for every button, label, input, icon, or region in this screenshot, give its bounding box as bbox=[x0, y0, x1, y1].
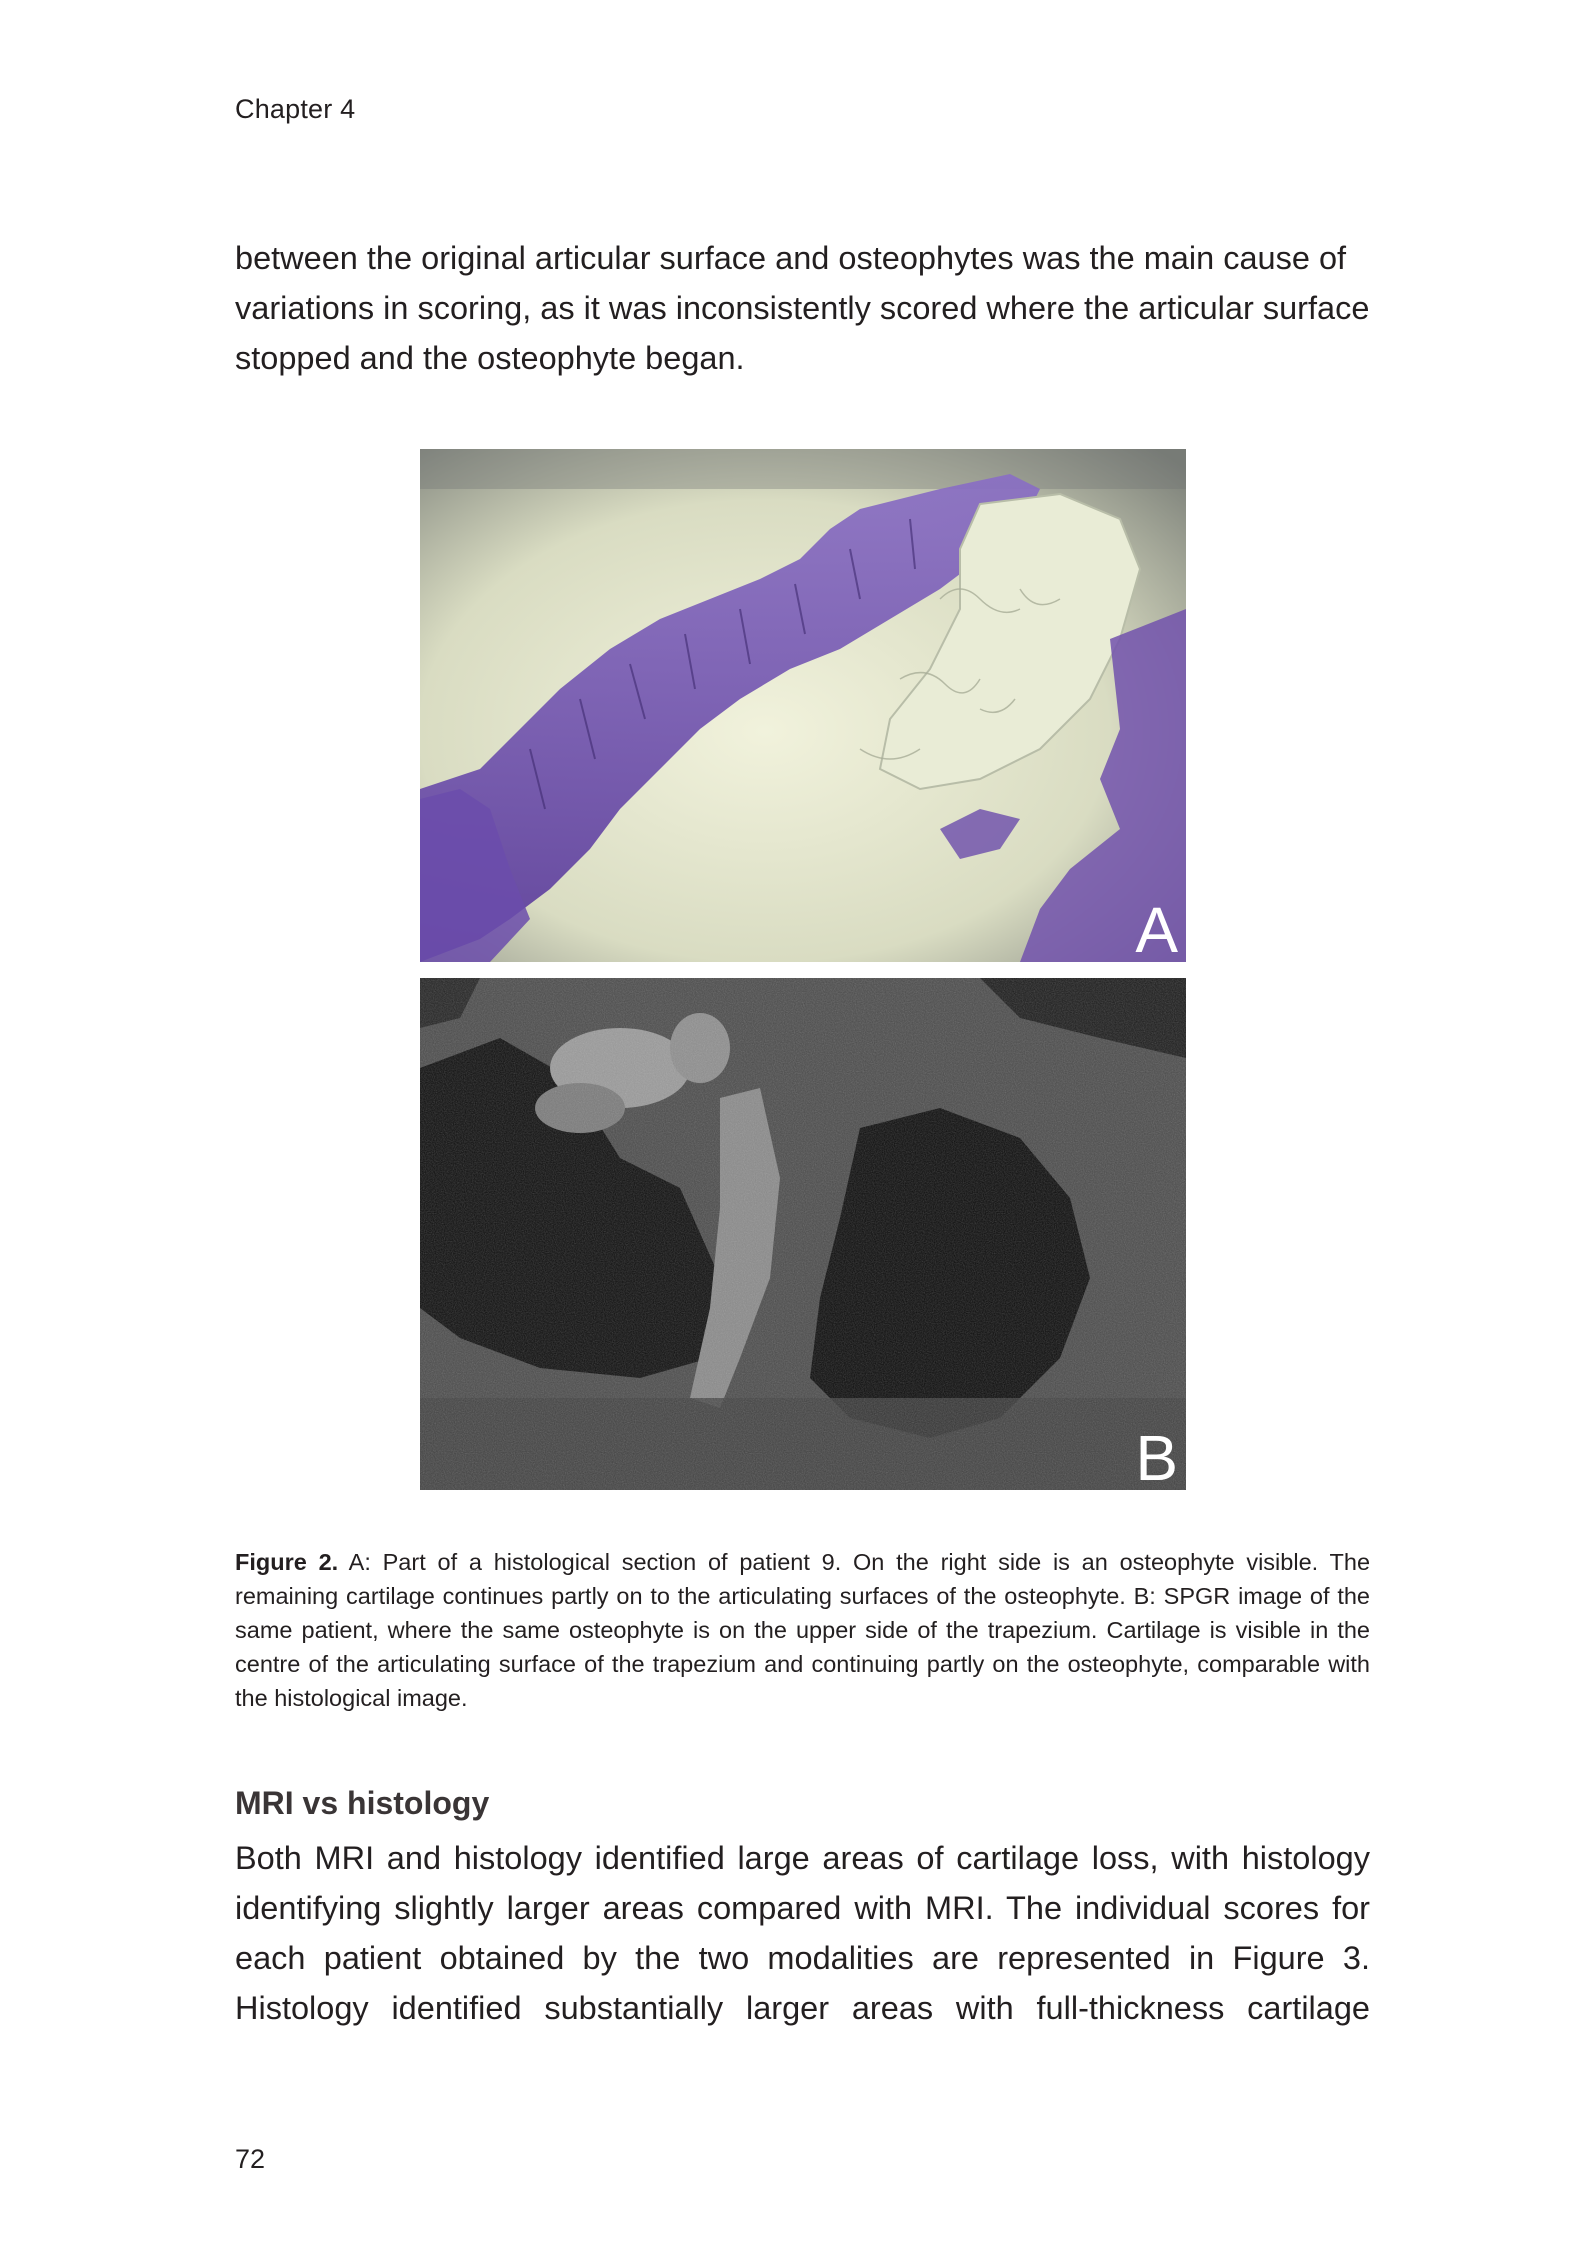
continuation-paragraph: between the original articular surface and osteophytes was the main cause of variations in scoring, as it was inconsistently scored where the articular surface stopped and the osteophyte began. bbox=[235, 240, 1370, 376]
page-number: 72 bbox=[235, 2144, 266, 2174]
running-head: Chapter 4 bbox=[235, 94, 356, 124]
figure-panel-b-mri bbox=[420, 978, 1186, 1490]
figure-caption bbox=[235, 1545, 1370, 1715]
figure-panel-a-histology bbox=[420, 449, 1186, 962]
mri-image bbox=[420, 978, 1186, 1490]
panel-b-label: B bbox=[1135, 1422, 1178, 1490]
caption-label: Figure 2. bbox=[235, 1549, 339, 1575]
mri-vs-histology-paragraph: Both MRI and histology identified large areas of cartilage loss, with histology identifying slightly larger areas compared with MRI. The individual scores for each patient obtained by the two modalities are represented in Figure 3. Histology identified substantially larger areas with full-thickness cartilage bbox=[235, 1840, 1370, 2026]
section-heading: MRI vs histology bbox=[235, 1785, 490, 1821]
caption-text: A: Part of a histological section of patient 9. On the right side is an osteophyte visible. The remaining cartilage continues partly on to the articulating surfaces of the osteophyte. B: SPGR image of the same patient, where the same osteophyte is on the upper side of the trapezium. Cartilage is visible in the centre of the articulating surface of the trapezium and continuing partly on the osteophyte, comparable with the histological image. bbox=[235, 1549, 1371, 1711]
histology-image bbox=[420, 449, 1186, 962]
panel-a-label: A bbox=[1135, 894, 1178, 962]
